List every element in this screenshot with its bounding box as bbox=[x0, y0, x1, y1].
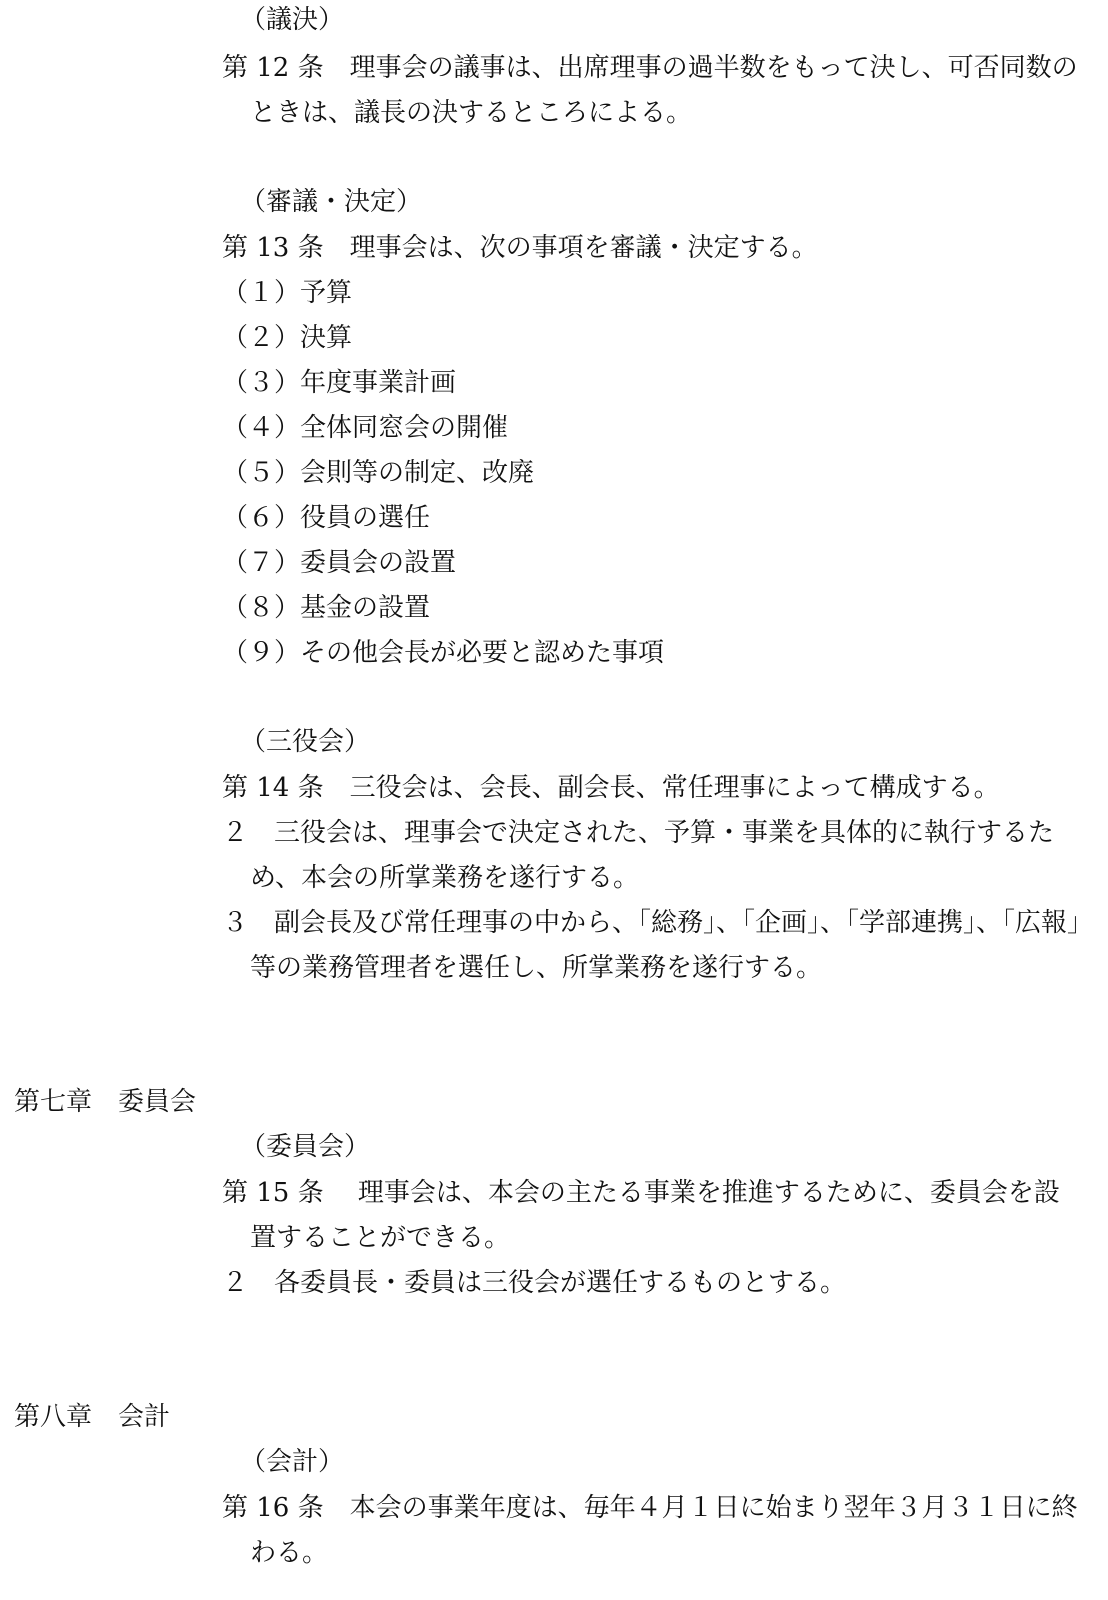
list-item: （６）役員の選任 bbox=[222, 503, 431, 533]
article-15-heading: （委員会） bbox=[240, 1132, 371, 1162]
article-15-text-line-1: 第 15 条 理事会は、本会の主たる事業を推進するために、委員会を設 bbox=[222, 1178, 1060, 1208]
list-item: （８）基金の設置 bbox=[222, 593, 431, 623]
chapter-8-title: 第八章 会計 bbox=[14, 1402, 171, 1432]
article-15-text-line-2: 置することができる。 bbox=[250, 1223, 511, 1253]
article-16-text-line-2: わる。 bbox=[250, 1538, 329, 1568]
article-16-text-line-1: 第 16 条 本会の事業年度は、毎年４月１日に始まり翌年３月３１日に終 bbox=[222, 1493, 1078, 1523]
list-item: （４）全体同窓会の開催 bbox=[222, 413, 509, 443]
article-16-heading: （会計） bbox=[240, 1447, 345, 1477]
list-item: （５）会則等の制定、改廃 bbox=[222, 458, 535, 488]
list-item: （２）決算 bbox=[222, 323, 353, 353]
article-14-paragraph-2-line-2: め、本会の所掌業務を遂行する。 bbox=[250, 863, 639, 893]
list-item: （１）予算 bbox=[222, 278, 353, 308]
chapter-7-title: 第七章 委員会 bbox=[14, 1087, 197, 1117]
article-14-paragraph-3-line-1: ３ 副会長及び常任理事の中から、「総務」、「企画」、「学部連携」、「広報」 bbox=[222, 908, 1094, 938]
article-13-text-line-1: 第 13 条 理事会は、次の事項を審議・決定する。 bbox=[222, 233, 818, 263]
article-13-heading: （審議・決定） bbox=[240, 187, 423, 217]
list-item: （７）委員会の設置 bbox=[222, 548, 457, 578]
list-item: （９）その他会長が必要と認めた事項 bbox=[222, 638, 665, 668]
article-14-paragraph-2-line-1: ２ 三役会は、理事会で決定された、予算・事業を具体的に執行するた bbox=[222, 818, 1055, 848]
article-12-heading: （議決） bbox=[240, 5, 345, 35]
article-14-heading: （三役会） bbox=[240, 727, 371, 757]
article-15-paragraph-2-line-1: ２ 各委員長・委員は三役会が選任するものとする。 bbox=[222, 1268, 847, 1298]
list-item: （３）年度事業計画 bbox=[222, 368, 457, 398]
article-12-text-line-2: ときは、議長の決するところによる。 bbox=[250, 98, 693, 128]
article-14-text-line-1: 第 14 条 三役会は、会長、副会長、常任理事によって構成する。 bbox=[222, 773, 1000, 803]
article-12-text-line-1: 第 12 条 理事会の議事は、出席理事の過半数をもって決し、可否同数の bbox=[222, 53, 1078, 83]
article-14-paragraph-3-line-2: 等の業務管理者を選任し、所掌業務を遂行する。 bbox=[250, 953, 823, 983]
